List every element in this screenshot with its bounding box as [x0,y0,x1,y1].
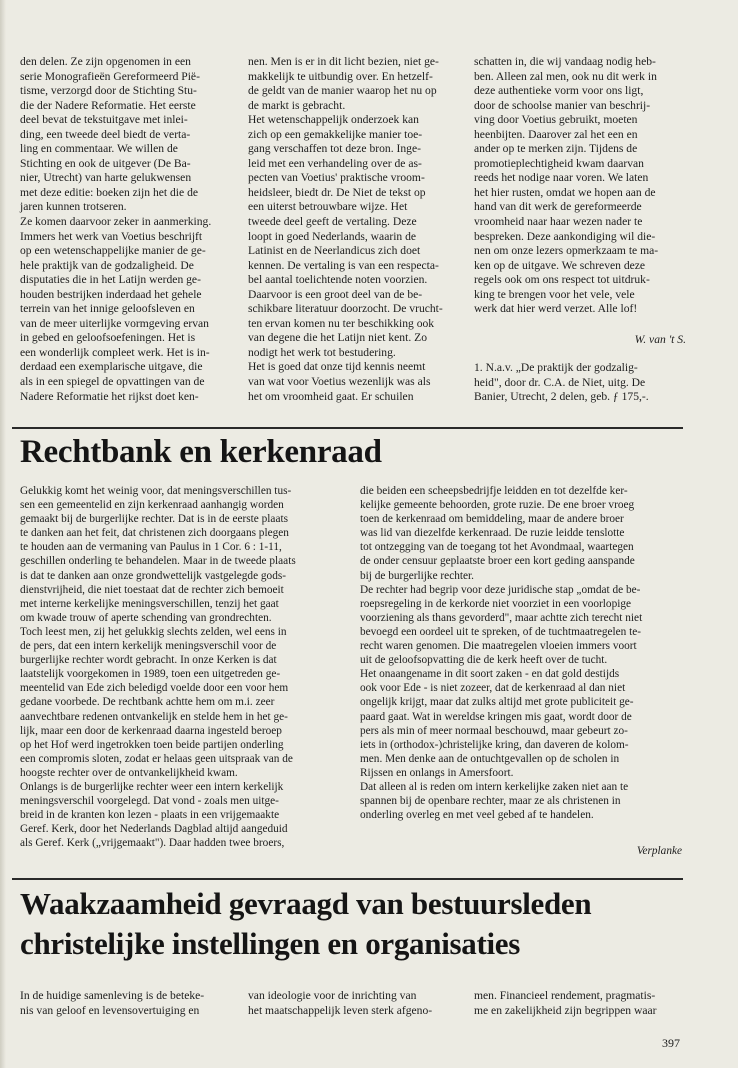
text-line: king te brengen voor het vele, vele [474,287,635,301]
text-line: derdaad een exemplarische uitgave, die [20,360,203,374]
text-line: Nadere Reformatie het rijkst doet ken- [20,389,199,403]
text-line: Onlangs is de burgerlijke rechter weer een intern kerkelijk [20,780,284,793]
text-line: Het wetenschappelijk onderzoek kan [248,113,419,127]
text-line: leid met een verhandeling over de as- [248,156,422,170]
text-line: vroomheid naar haar wezen nader te [474,215,643,229]
text-line: Toch leest men, zij het gelukkig slechts zelden, wel eens in [20,625,287,638]
text-line: op een wetenschappelijke manier de ge- [20,244,206,258]
text-line: houden bestrijken inderdaad het gehele [20,287,202,301]
article2-signature: Verplanke [636,845,682,858]
text-line: het maatschappelijk leven sterk afgeno- [248,1003,433,1017]
article1-column-1 [20,55,232,404]
page-edge-shadow [0,0,6,1068]
text-line: gedane voorbede. De rechtbank achtte hem om m.i. zeer [20,696,275,709]
text-line: men. Men denke aan de ontuchtgevallen op de scholen in [360,752,620,765]
article3-column-2 [248,989,460,1018]
text-line: was lid van diezelfde kerkenraad. De ruzie leidde tenslotte [360,527,625,540]
text-line: terrein van het innige geloofsleven en [20,302,195,316]
text-line: sen een gemeentelid en zijn kerkenraad aanhangig worden [20,499,284,512]
text-line: van degene die het Latijn niet kent. Zo [248,331,427,345]
article1-column-3-text [474,55,686,317]
text-line: ving door Voetius gebruikt, moeten [474,113,638,127]
text-line: me en zakelijkheid zijn begrippen waar [474,1003,657,1017]
article1-footnote [474,361,686,405]
text-line: bel aantal toelichtende noten voorzien. [248,273,428,287]
text-line: heenbijten. Daarover zal het een en [474,127,638,141]
text-line: Latinist en de Neerlandicus zich doet [248,244,421,258]
text-line: van wat voor Voetius wezenlijk was als [248,375,431,389]
article3-title-line-1: Waakzaamheid gevraagd van bestuursleden [20,886,592,921]
text-line: van de meer uiterlijke vormgeving ervan [20,316,209,330]
text-line: nis van geloof en levensovertuiging en [20,1003,200,1017]
text-line: te danken aan het feit, dat christenen zich doorgaans plegen [20,527,289,540]
text-line: een wonderlijk compleet werk. Het is in- [20,345,210,359]
text-line: spannen bij de openbare rechter, maar ze als christenen in [360,795,621,808]
text-line: tot ontzegging van de toegang tot het Avondmaal, waartegen [360,541,634,554]
text-line: In de huidige samenleving is de beteke- [20,989,205,1002]
text-line: nodigt het werk tot bestudering. [248,345,396,359]
text-line: die der Nadere Reformatie. Het eerste [20,98,196,112]
text-line: nen. Men is er in dit licht bezien, niet ge- [248,55,439,68]
text-line: jaren kunnen trotseren. [20,200,127,214]
text-line: toen de kerkenraad om bemiddeling, maar de andere broer [360,513,624,526]
text-line: ben. Alleen zal men, ook nu dit werk in [474,69,657,83]
text-line: een uiterst betrouwbare wijze. Het [248,200,408,214]
text-line: die beiden een scheepsbedrijfje leidden en tot dezelfde ker- [360,485,628,497]
text-line: om kwade trouw of aperte schending van grondrechten. [20,611,272,624]
text-line: ten ervan komen nu ter beschikking ook [248,316,435,330]
text-line: loopt in goed Nederlands, waarin de [248,229,417,243]
text-line: recht waren genomen. Die maatregelen vloeien immers voort [360,640,637,653]
text-line: makkelijk te uitbundig over. En hetzelf- [248,69,433,83]
text-line: als in een spiegel de opvattingen van de [20,375,205,389]
text-line: het om vroomheid gaat. Er schuilen [248,389,414,403]
article2-column-2 [360,484,682,858]
text-line: op het Hof werd ingetrokken toen beide partijen onderling [20,738,284,751]
text-line: heid", door dr. C.A. de Niet, uitg. De [474,375,646,389]
text-line: de markt is gebracht. [248,98,346,112]
text-line: werk dat hier werd verzet. Alle lof! [474,302,638,316]
article3-title [20,884,591,964]
text-line: hand van dit werk de gereformeerde [474,200,642,214]
text-line: Daarvoor is een groot deel van de be- [248,287,423,301]
text-line: kennen. De vertaling is van een respecta- [248,258,439,272]
text-line: voorziening als thans gevorderd", maar achtte zich terecht niet [360,611,643,624]
text-line: ander op te merken zijn. Tijdens de [474,142,638,156]
article1-signature: W. van 't S. [634,332,686,346]
text-line: als Geref. Kerk („vrijgemaakt"). Daar hadden twee broers, [20,837,285,850]
article3-title-line-2: christelijke instellingen en organisaties [20,926,521,961]
text-line: Stichting en ook de uitgever (De Ba- [20,156,191,170]
text-line: deze authentieke vorm voor ons ligt, [474,84,644,98]
article2-column-1 [20,484,338,850]
section-divider-1 [12,427,683,429]
text-line: reeds het nodige naar voren. We laten [474,171,649,185]
text-line: breid in de kranten kon lezen - plaats in een vrijgemaakte [20,809,280,822]
text-line: promotieplechtigheid kwam daarvan [474,156,644,170]
text-line: hoogste rechter over de ontvankelijkheid kwam. [20,766,238,779]
text-line: gemaakt bij de burgerlijke rechter. Dat is in de eerste plaats [20,513,288,526]
text-line: de pers, dat een intern kerkelijk meningsverschil voor de [20,640,277,653]
text-line: laatstelijk voorgekomen in 1989, toen een uitgetreden ge- [20,668,281,681]
article2-title: Rechtbank en kerkenraad [20,434,382,470]
text-line: regels ook om ons respect tot uitdruk- [474,273,650,287]
text-line: paard gaat. Wat in wereldse kringen mis gaat, wordt door de [360,710,632,723]
text-line: is dat te danken aan onze grondwettelijk vastgelegde gods- [20,569,287,582]
text-line: het hier rusten, omdat we hopen aan de [474,185,656,199]
text-line: van ideologie voor de inrichting van [248,989,417,1002]
text-line: Gelukkig komt het weinig voor, dat meningsverschillen tus- [20,485,292,497]
text-line: ken op de uitgave. We schreven deze [474,258,646,272]
text-line: De rechter had begrip voor deze juridische stap „omdat de be- [360,583,641,596]
text-line: Dat alleen al is reden om intern kerkelijke zaken niet aan te [360,780,629,793]
text-line: dienstvrijheid, die niet toestaat dat de rechter zich bemoeit [20,583,284,596]
text-line: ling en commentaar. We willen de [20,142,178,156]
text-line: Rijssen en onlangs in Amersfoort. [360,766,514,779]
article1-column-3 [474,55,686,405]
text-line: de geldt van de manier waarop het nu op [248,84,437,98]
text-line: onderling overleg en met veel gebed af te handelen. [360,809,594,822]
text-line: Ze komen daarvoor zeker in aanmerking. [20,215,212,229]
text-line: Het onaangename in dit soort zaken - en dat gold destijds [360,668,620,681]
text-line: pers als min of meer normaal beschouwd, maar gebeurt zo- [360,724,628,737]
text-line: meentelid van Ede zich beledigd voelde door een voor hem [20,682,289,695]
article3-column-1 [20,989,232,1018]
text-line: Immers het werk van Voetius beschrijft [20,229,203,243]
text-line: Geref. Kerk, door het Nederlands Dagblad altijd aangeduid [20,823,288,836]
text-line: 1. N.a.v. „De praktijk der godzalig- [474,361,638,375]
text-line: heidsleer, biedt dr. De Niet de tekst op [248,185,426,199]
article3-column-3 [474,989,686,1018]
text-line: uit de geloofsopvatting die de kerk heeft over de tucht. [360,654,608,667]
text-line: ook voor Ede - is niet zozeer, dat de kerkenraad al dan niet [360,682,626,695]
text-line: schatten in, die wij vandaag nodig heb- [474,55,656,68]
text-line: tweede deel geeft de vertaling. Deze [248,215,417,229]
text-line: zich op een gemakkelijke manier toe- [248,127,423,141]
text-line: den delen. Ze zijn opgenomen in een [20,55,191,68]
text-line: bespreken. Deze aankondiging wil die- [474,229,656,243]
text-line: hele praktijk van de godzaligheid. De [20,258,194,272]
text-line: Het is goed dat onze tijd kennis neemt [248,360,426,374]
page-number: 397 [662,1036,680,1050]
text-line: disputaties die in het Latijn werden ge- [20,273,201,287]
text-line: lijk, maar een door de kerkenraad daarna ingesteld beroep [20,724,282,737]
text-line: roepsregeling in de kerkorde niet voorziet in een voorlopige [360,597,632,610]
text-line: te houden aan de vermaning van Paulus in 1 Cor. 6 : 1-11, [20,541,282,554]
text-line: ongelijk krijgt, maar dat zulks altijd met grote publiciteit ge- [360,696,634,709]
text-line: een compromis sloten, zodat er helaas geen uitspraak van de [20,752,293,765]
text-line: door de schoolse manier van beschrij- [474,98,651,112]
text-line: bij de burgerlijke rechter. [360,569,474,582]
text-line: deel bevat de tekstuitgave met inlei- [20,113,188,127]
text-line: gang verschaffen tot deze bron. Inge- [248,142,421,156]
text-line: tisme, verzorgd door de Stichting Stu- [20,84,197,98]
text-line: geschillen onderling te behandelen. Maar in de tweede plaats [20,555,296,568]
text-line: bevoegd een oordeel uit te spreken, of de tuchtmaatregelen te- [360,625,642,638]
section-divider-2 [12,878,683,880]
text-line: in gebed en geloofsoefeningen. Het is [20,331,196,345]
text-line: de onder censuur geplaatste broer een kort geding aanspande [360,555,635,568]
text-line: ding, een tweede deel biedt de verta- [20,127,191,141]
text-line: meningsverschil voorgelegd. Dat vond - zoals men uitge- [20,795,279,808]
text-line: iets in (orthodox-)christelijke kring, dan daveren de kolom- [360,738,629,751]
article1-column-2 [248,55,460,404]
text-line: men. Financieel rendement, pragmatis- [474,989,656,1002]
text-line: pecten van Voetius' praktische vroom- [248,171,425,185]
text-line: burgerlijke rechter wordt gebracht. In onze Kerken is dat [20,654,277,667]
text-line: nen om onze lezers opmerkzaam te ma- [474,244,659,258]
text-line: nier, Utrecht) van harte gelukwensen [20,171,192,185]
text-line: met deze editie: boeken zijn het die de [20,185,199,199]
text-line: aanvechtbare redenen ontvankelijk en stelde hem in het ge- [20,710,288,723]
article2-column-2-text [360,484,682,822]
text-line: Banier, Utrecht, 2 delen, geb. ƒ 175,-. [474,390,649,404]
text-line: kelijke gemeente behoorden, grote ruzie. De ene broer vroeg [360,499,635,512]
text-line: met interne kerkelijke meningsverschillen, tenzij het gaat [20,597,279,610]
text-line: serie Monografieën Gereformeerd Pië- [20,69,200,83]
text-line: schikbare literatuur doorzocht. De vrucht- [248,302,443,316]
